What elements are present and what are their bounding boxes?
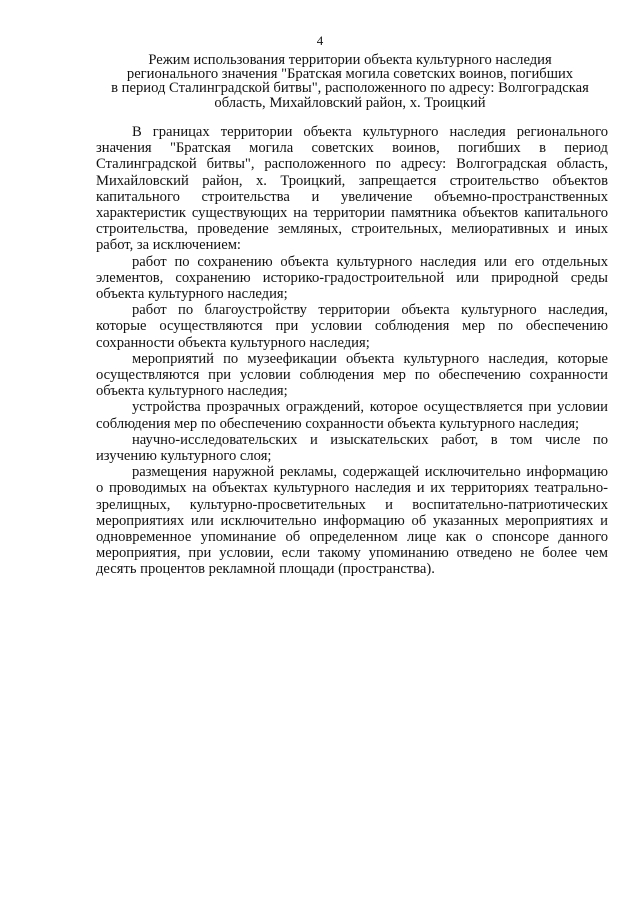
exception-item: устройства прозрачных ограждений, которое осуществляется при условии соблюдения мер по обеспечению сохранности объекта культурного наследия; bbox=[96, 399, 608, 432]
page-number: 4 bbox=[316, 33, 324, 48]
title-line: Режим использования территории объекта культурного наследия bbox=[148, 52, 552, 68]
exception-item: работ по благоустройству территории объекта культурного наследия, которые осуществляются при условии соблюдения мер по обеспечению сохранности объекта культурного наследия; bbox=[96, 302, 608, 351]
document-body bbox=[96, 124, 608, 578]
title-line: регионального значения "Братская могила советских воинов, погибших bbox=[126, 66, 574, 83]
exception-item: научно-исследовательских и изыскательских работ, в том числе по изучению культурного слоя; bbox=[96, 431, 608, 465]
exception-item: размещения наружной рекламы, содержащей исключительно информацию о проводимых на объектах культурного наследия и их территориях театрально-зрелищных, культурно-просветительных и воспитательно-патриотических мероприятиях или исключительно информацию об указанных мероприятиях и одновременное упоминание об определенном лице как о спонсоре данного мероприятия, при условии, если такому упоминанию отведено не более чем десять процентов рекламной площади (пространства). bbox=[96, 464, 608, 578]
exception-item: работ по сохранению объекта культурного наследия или его отдельных элементов, сохранению историко-градостроительной или природной среды объекта культурного наследия; bbox=[96, 253, 608, 303]
intro-paragraph: В границах территории объекта культурного наследия регионального значения "Братская могила советских воинов, погибших в период Сталинградской битвы", расположенного по адресу: Волгоградская область, Михайловский район, х. Троицкий, запрещается строительство объектов капитального строительства и увеличение объемно-пространственных характеристик существующих на территории памятника объектов капитального строительства, проведение земляных, строительных, мелиоративных и иных работ, за исключением: bbox=[96, 124, 608, 254]
title-line: в период Сталинградской битвы", расположенного по адресу: Волгоградская bbox=[111, 80, 589, 97]
exception-item: мероприятий по музеефикации объекта культурного наследия, которые осуществляются при условии соблюдения мер по обеспечению сохранности объекта культурного наследия; bbox=[96, 350, 608, 400]
title-line: область, Михайловский район, х. Троицкий bbox=[214, 94, 486, 111]
document-title bbox=[95, 53, 605, 110]
